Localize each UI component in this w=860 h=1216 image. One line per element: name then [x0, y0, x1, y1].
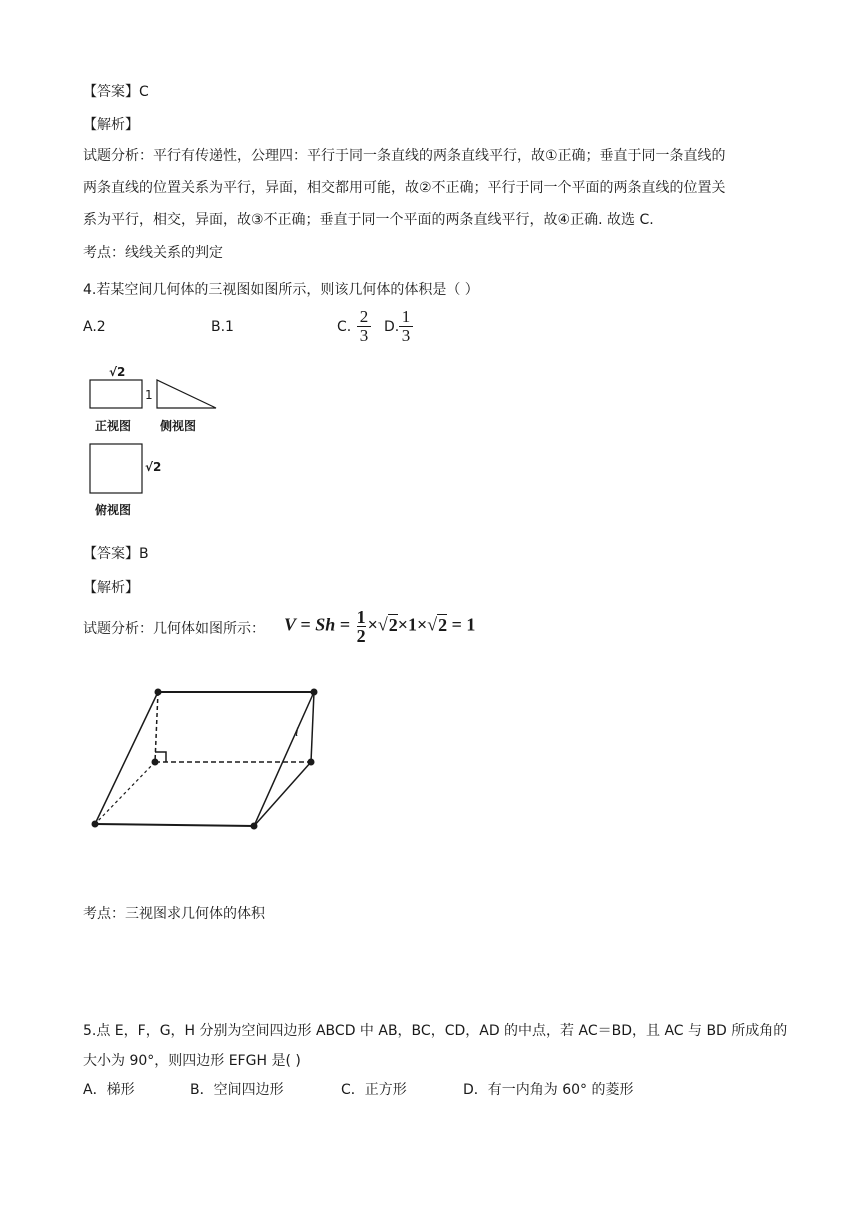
side-view-label: 侧视图: [160, 419, 197, 433]
q5-question-line-1: 5.点 E，F，G，H 分别为空间四边形 ABCD 中 AB，BC，CD，AD 的中点，若 AC＝BD，且 AC 与 BD 所成角的: [83, 1023, 788, 1039]
formula-result: 1: [466, 614, 476, 635]
top-view-label: 俯视图: [95, 503, 132, 517]
front-view-rect: [90, 380, 142, 408]
q3-analysis-line-1: 试题分析：平行有传递性，公理四：平行于同一条直线的两条直线平行，故①正确；垂直于同一条直线的: [83, 148, 726, 164]
top-view-side-dimension: √2: [145, 460, 162, 474]
formula-fraction-numerator: 1: [356, 607, 366, 627]
prism-edge-bottom: [95, 824, 254, 826]
q4-option-c-prefix: C.: [337, 319, 352, 335]
q5-question-line-2: 大小为 90°，则四边形 EFGH 是( ): [83, 1053, 301, 1069]
prism-edge-left: [95, 692, 158, 824]
q4-option-c-numerator: 2: [357, 308, 371, 327]
prism-edge-back-diagonal: [254, 762, 311, 826]
formula-sh: Sh: [315, 614, 336, 635]
formula-fraction-denominator: 2: [356, 626, 366, 646]
vertex: [311, 689, 318, 696]
q4-answer: 【答案】B: [83, 546, 149, 562]
q3-analysis-label: 【解析】: [83, 117, 139, 133]
q4-option-d-denominator: 3: [401, 326, 411, 345]
side-view-triangle: [157, 380, 216, 408]
prism-figure: [92, 689, 318, 830]
q5-option-a: A．梯形: [83, 1082, 135, 1098]
formula-times-one: ×1×: [397, 614, 428, 635]
q3-analysis-line-3: 系为平行，相交，异面，故③不正确；垂直于同一个平面的两条直线平行，故④正确. 故选 C.: [83, 212, 654, 228]
q5-option-d: D．有一内角为 60° 的菱形: [463, 1082, 634, 1098]
formula-eq: =: [339, 614, 351, 635]
vertex: [308, 759, 315, 766]
top-view-square: [90, 444, 142, 493]
q3-kaodian: 考点：线线关系的判定: [83, 245, 223, 261]
formula-times: ×: [367, 614, 378, 635]
q4-volume-formula: [284, 608, 475, 645]
q4-option-b: B.1: [211, 319, 234, 335]
vertex: [155, 689, 162, 696]
q4-analysis-label: 【解析】: [83, 580, 139, 596]
front-view-label: 正视图: [95, 419, 132, 433]
prism-edge-back-vertical: [311, 692, 314, 762]
q4-option-a: A.2: [83, 319, 106, 335]
formula-fraction: [357, 608, 366, 645]
prism-edge-right: [254, 692, 314, 826]
formula-eq: =: [451, 614, 462, 635]
formula-sqrt-sign: √: [427, 614, 438, 635]
formula-eq: =: [300, 614, 311, 635]
formula-sqrt-sign: √: [377, 614, 388, 635]
vertex: [251, 823, 258, 830]
front-view-side-dimension: 1: [145, 388, 153, 402]
q4-option-d-prefix: D.: [384, 319, 400, 335]
front-view-top-dimension: √2: [109, 365, 126, 379]
formula-radicand: 2: [438, 614, 448, 635]
q4-option-d-numerator: 1: [399, 308, 413, 327]
q4-question: 4.若某空间几何体的三视图如图所示，则该几何体的体积是（ ）: [83, 282, 479, 298]
q5-option-b: B．空间四边形: [190, 1082, 284, 1098]
prism-edge-label: i: [295, 724, 299, 739]
prism-hidden-diagonal: [95, 762, 155, 824]
q3-answer: 【答案】C: [83, 84, 149, 100]
q4-option-c-denominator: 3: [359, 326, 369, 345]
formula-radicand: 2: [388, 614, 398, 635]
q5-option-c: C．正方形: [341, 1082, 407, 1098]
q4-kaodian: 考点：三视图求几何体的体积: [83, 906, 265, 922]
vertex: [92, 821, 99, 828]
formula-v: V: [284, 614, 297, 635]
vertex: [152, 759, 159, 766]
q4-analysis-prefix: 试题分析：几何体如图所示：: [83, 621, 265, 637]
q3-analysis-line-2: 两条直线的位置关系为平行，异面，相交都用可能，故②不正确；平行于同一个平面的两条直线的位置关: [83, 180, 726, 196]
